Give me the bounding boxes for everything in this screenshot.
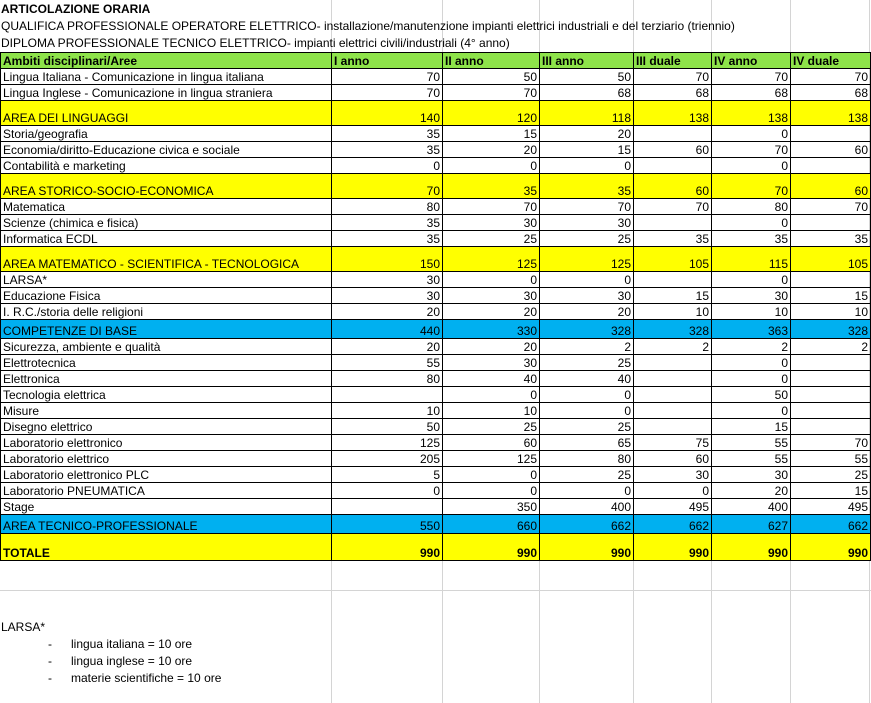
row-label[interactable]: AREA MATEMATICO - SCIENTIFICA - TECNOLOGICA — [1, 247, 332, 272]
hours-cell[interactable]: 50 — [443, 69, 540, 85]
hours-cell[interactable]: 550 — [332, 515, 443, 534]
hours-cell[interactable]: 662 — [634, 515, 712, 534]
hours-cell[interactable]: 400 — [540, 499, 634, 515]
hours-cell[interactable]: 30 — [540, 288, 634, 304]
hours-cell[interactable]: 35 — [332, 215, 443, 231]
hours-cell[interactable]: 55 — [791, 451, 871, 467]
column-header[interactable]: II anno — [443, 53, 540, 69]
hours-cell[interactable]: 30 — [332, 272, 443, 288]
hours-cell[interactable]: 20 — [443, 304, 540, 320]
hours-cell[interactable]: 350 — [443, 499, 540, 515]
hours-cell[interactable] — [332, 499, 443, 515]
hours-cell[interactable]: 440 — [332, 320, 443, 339]
hours-cell[interactable]: 363 — [712, 320, 791, 339]
hours-cell[interactable] — [791, 403, 871, 419]
hours-cell[interactable]: 627 — [712, 515, 791, 534]
table-row — [1, 69, 871, 85]
hours-cell[interactable]: 30 — [443, 215, 540, 231]
hours-cell[interactable]: 205 — [332, 451, 443, 467]
hours-cell[interactable]: 20 — [332, 304, 443, 320]
hours-cell[interactable]: 55 — [332, 355, 443, 371]
legend-item: lingua italiana = 10 ore — [71, 637, 193, 651]
hours-cell[interactable] — [332, 387, 443, 403]
hours-cell[interactable]: 0 — [712, 355, 791, 371]
hours-cell[interactable]: 25 — [443, 231, 540, 247]
hours-cell[interactable]: 30 — [712, 288, 791, 304]
table-row — [1, 231, 871, 247]
legend-item: lingua inglese = 10 ore — [71, 654, 193, 668]
area-total-row — [1, 247, 871, 272]
column-header[interactable]: IV duale — [791, 53, 871, 69]
hours-cell[interactable]: 70 — [712, 142, 791, 158]
hours-cell[interactable]: 328 — [634, 320, 712, 339]
hours-cell[interactable]: 25 — [443, 419, 540, 435]
hours-cell[interactable]: 80 — [332, 371, 443, 387]
hours-cell[interactable]: 70 — [443, 85, 540, 101]
row-label[interactable]: AREA STORICO-SOCIO-ECONOMICA — [1, 174, 332, 199]
hours-cell[interactable] — [634, 272, 712, 288]
hours-cell[interactable]: 0 — [712, 126, 791, 142]
hours-cell[interactable]: 30 — [443, 288, 540, 304]
table-row — [1, 142, 871, 158]
hours-cell[interactable]: 55 — [712, 435, 791, 451]
row-label[interactable]: Sicurezza, ambiente e qualità — [1, 339, 332, 355]
hours-cell[interactable]: 70 — [791, 435, 871, 451]
header-row — [1, 53, 871, 69]
table-row — [1, 355, 871, 371]
hours-cell[interactable]: 328 — [540, 320, 634, 339]
hours-cell[interactable] — [791, 126, 871, 142]
hours-cell[interactable] — [634, 387, 712, 403]
hours-cell[interactable]: 15 — [791, 483, 871, 499]
table-row — [1, 499, 871, 515]
hours-cell[interactable] — [634, 371, 712, 387]
hours-cell[interactable]: 35 — [540, 174, 634, 199]
hours-cell[interactable]: 80 — [332, 199, 443, 215]
hours-cell[interactable]: 662 — [791, 515, 871, 534]
hours-cell[interactable]: 660 — [443, 515, 540, 534]
hours-cell[interactable]: 400 — [712, 499, 791, 515]
row-label[interactable]: Economia/diritto-Educazione civica e sociale — [1, 142, 332, 158]
table-row — [1, 371, 871, 387]
table-row — [1, 419, 871, 435]
hours-cell[interactable]: 0 — [443, 387, 540, 403]
row-label[interactable]: Laboratorio elettrico — [1, 451, 332, 467]
hours-cell[interactable]: 15 — [443, 126, 540, 142]
hours-cell[interactable]: 662 — [540, 515, 634, 534]
hours-cell[interactable]: 120 — [443, 101, 540, 126]
row-label[interactable]: Elettronica — [1, 371, 332, 387]
hours-cell[interactable]: 20 — [443, 142, 540, 158]
hours-cell[interactable] — [634, 419, 712, 435]
hours-cell[interactable]: 0 — [540, 483, 634, 499]
legend-bullet: - — [48, 654, 52, 668]
hours-cell[interactable]: 0 — [712, 371, 791, 387]
hours-cell[interactable]: 0 — [443, 467, 540, 483]
hours-cell[interactable] — [791, 419, 871, 435]
hours-cell[interactable]: 70 — [791, 69, 871, 85]
hours-cell[interactable]: 20 — [712, 483, 791, 499]
hours-cell[interactable]: 2 — [791, 339, 871, 355]
table-row — [1, 467, 871, 483]
total-row — [1, 534, 871, 561]
hours-cell[interactable]: 0 — [332, 483, 443, 499]
hours-cell[interactable]: 118 — [540, 101, 634, 126]
hours-cell[interactable]: 75 — [634, 435, 712, 451]
hours-cell[interactable] — [791, 387, 871, 403]
row-label[interactable]: Disegno elettrico — [1, 419, 332, 435]
hours-cell[interactable]: 115 — [712, 247, 791, 272]
hours-cell[interactable]: 20 — [332, 339, 443, 355]
hours-cell[interactable]: 60 — [634, 174, 712, 199]
hours-cell[interactable]: 70 — [332, 69, 443, 85]
hours-cell[interactable]: 80 — [712, 199, 791, 215]
hours-cell[interactable]: 0 — [712, 272, 791, 288]
hours-cell[interactable]: 15 — [791, 288, 871, 304]
row-label[interactable]: Lingua Inglese - Comunicazione in lingua straniera — [1, 85, 332, 101]
hours-cell[interactable]: 70 — [332, 85, 443, 101]
hours-cell[interactable]: 70 — [634, 69, 712, 85]
hours-cell[interactable]: 60 — [634, 451, 712, 467]
hours-cell[interactable]: 0 — [712, 215, 791, 231]
diploma-line: DIPLOMA PROFESSIONALE TECNICO ELETTRICO- impianti elettrici civili/industriali (4° anno) — [1, 36, 510, 50]
hours-cell[interactable]: 35 — [791, 231, 871, 247]
row-label[interactable]: AREA TECNICO-PROFESSIONALE — [1, 515, 332, 534]
hours-cell[interactable]: 0 — [540, 272, 634, 288]
sheet-title: ARTICOLAZIONE ORARIA — [1, 2, 151, 16]
hours-cell[interactable]: 60 — [634, 142, 712, 158]
hours-cell[interactable]: 30 — [540, 215, 634, 231]
hours-cell[interactable] — [634, 403, 712, 419]
column-header[interactable]: IV anno — [712, 53, 791, 69]
table-row — [1, 435, 871, 451]
hours-cell[interactable]: 2 — [634, 339, 712, 355]
table-row — [1, 387, 871, 403]
hours-cell[interactable]: 25 — [540, 231, 634, 247]
hours-cell[interactable]: 50 — [712, 387, 791, 403]
area-total-row — [1, 320, 871, 339]
area-total-row — [1, 174, 871, 199]
hours-cell[interactable]: 990 — [634, 534, 712, 561]
hours-cell[interactable]: 20 — [540, 304, 634, 320]
hours-cell[interactable]: 70 — [540, 199, 634, 215]
hours-cell[interactable]: 25 — [540, 419, 634, 435]
hours-cell[interactable] — [791, 215, 871, 231]
row-label[interactable]: AREA DEI LINGUAGGI — [1, 101, 332, 126]
column-header[interactable]: III anno — [540, 53, 634, 69]
hours-cell[interactable]: 80 — [540, 451, 634, 467]
hours-cell[interactable]: 0 — [540, 158, 634, 174]
hours-cell[interactable]: 20 — [443, 339, 540, 355]
table-row — [1, 403, 871, 419]
hours-table — [0, 52, 871, 561]
hours-cell[interactable] — [791, 371, 871, 387]
hours-cell[interactable]: 30 — [634, 467, 712, 483]
row-label[interactable]: LARSA* — [1, 272, 332, 288]
hours-cell[interactable]: 10 — [332, 403, 443, 419]
hours-cell[interactable]: 68 — [540, 85, 634, 101]
table-row — [1, 85, 871, 101]
hours-cell[interactable]: 125 — [443, 247, 540, 272]
hours-cell[interactable]: 40 — [443, 371, 540, 387]
hours-cell[interactable]: 25 — [791, 467, 871, 483]
hours-cell[interactable]: 20 — [540, 126, 634, 142]
hours-cell[interactable]: 35 — [332, 231, 443, 247]
hours-cell[interactable]: 138 — [634, 101, 712, 126]
hours-cell[interactable]: 15 — [540, 142, 634, 158]
hours-cell[interactable]: 35 — [332, 142, 443, 158]
hours-cell[interactable]: 50 — [332, 419, 443, 435]
hours-cell[interactable]: 138 — [712, 101, 791, 126]
qualifica-line: QUALIFICA PROFESSIONALE OPERATORE ELETTRICO- installazione/manutenzione impianti elettrici industriali e del terziario (triennio) — [1, 19, 735, 33]
hours-cell[interactable]: 990 — [443, 534, 540, 561]
column-header[interactable]: Ambiti disciplinari/Aree — [1, 53, 332, 69]
hours-cell[interactable]: 2 — [540, 339, 634, 355]
hours-cell[interactable]: 35 — [443, 174, 540, 199]
hours-cell[interactable]: 60 — [791, 142, 871, 158]
hours-cell[interactable]: 0 — [540, 403, 634, 419]
hours-cell[interactable]: 70 — [634, 199, 712, 215]
hours-cell[interactable]: 328 — [791, 320, 871, 339]
column-header[interactable]: I anno — [332, 53, 443, 69]
hours-cell[interactable]: 70 — [443, 199, 540, 215]
row-label[interactable]: Elettrotecnica — [1, 355, 332, 371]
row-label[interactable]: Lingua Italiana - Comunicazione in lingua italiana — [1, 69, 332, 85]
hours-cell[interactable]: 30 — [332, 288, 443, 304]
column-header[interactable]: III duale — [634, 53, 712, 69]
gridline — [0, 590, 871, 591]
hours-cell[interactable]: 30 — [443, 355, 540, 371]
row-label[interactable]: Stage — [1, 499, 332, 515]
table-row — [1, 199, 871, 215]
hours-cell[interactable] — [791, 355, 871, 371]
hours-cell[interactable]: 0 — [332, 158, 443, 174]
hours-cell[interactable]: 0 — [443, 158, 540, 174]
hours-cell[interactable]: 0 — [540, 387, 634, 403]
hours-cell[interactable] — [791, 158, 871, 174]
hours-cell[interactable]: 0 — [443, 272, 540, 288]
area-total-row — [1, 101, 871, 126]
hours-cell[interactable]: 125 — [332, 435, 443, 451]
table-row — [1, 215, 871, 231]
legend-bullet: - — [48, 637, 52, 651]
hours-cell[interactable]: 10 — [443, 403, 540, 419]
hours-cell[interactable]: 2 — [712, 339, 791, 355]
hours-cell[interactable] — [791, 272, 871, 288]
hours-cell[interactable]: 150 — [332, 247, 443, 272]
hours-cell[interactable]: 140 — [332, 101, 443, 126]
row-label[interactable]: Contabilità e marketing — [1, 158, 332, 174]
hours-cell[interactable] — [634, 158, 712, 174]
row-label[interactable]: TOTALE — [1, 534, 332, 561]
table-row — [1, 126, 871, 142]
hours-cell[interactable]: 0 — [712, 403, 791, 419]
legend-bullet: - — [48, 671, 52, 685]
hours-cell[interactable]: 0 — [712, 158, 791, 174]
hours-cell[interactable]: 15 — [634, 288, 712, 304]
hours-cell[interactable]: 0 — [634, 483, 712, 499]
hours-cell[interactable]: 5 — [332, 467, 443, 483]
table-row — [1, 272, 871, 288]
row-label[interactable]: COMPETENZE DI BASE — [1, 320, 332, 339]
row-label[interactable]: Laboratorio elettronico — [1, 435, 332, 451]
row-label[interactable]: Laboratorio PNEUMATICA — [1, 483, 332, 499]
hours-cell[interactable]: 35 — [712, 231, 791, 247]
hours-cell[interactable]: 70 — [712, 69, 791, 85]
hours-cell[interactable]: 70 — [712, 174, 791, 199]
table-row — [1, 158, 871, 174]
hours-cell[interactable]: 495 — [634, 499, 712, 515]
hours-cell[interactable]: 990 — [791, 534, 871, 561]
hours-cell[interactable]: 70 — [791, 199, 871, 215]
hours-cell[interactable]: 68 — [634, 85, 712, 101]
hours-cell[interactable]: 10 — [634, 304, 712, 320]
hours-cell[interactable]: 125 — [540, 247, 634, 272]
row-label[interactable]: Tecnologia elettrica — [1, 387, 332, 403]
hours-cell[interactable]: 50 — [540, 69, 634, 85]
hours-cell[interactable]: 138 — [791, 101, 871, 126]
table-row — [1, 339, 871, 355]
row-label[interactable]: Misure — [1, 403, 332, 419]
legend-item: materie scientifiche = 10 ore — [71, 671, 222, 685]
table-row — [1, 288, 871, 304]
hours-cell[interactable]: 25 — [540, 355, 634, 371]
row-label[interactable]: Matematica — [1, 199, 332, 215]
hours-cell[interactable]: 495 — [791, 499, 871, 515]
hours-cell[interactable]: 990 — [332, 534, 443, 561]
hours-cell[interactable]: 70 — [332, 174, 443, 199]
hours-cell[interactable]: 990 — [540, 534, 634, 561]
hours-cell[interactable]: 0 — [443, 483, 540, 499]
hours-cell[interactable]: 25 — [540, 467, 634, 483]
hours-cell[interactable]: 68 — [791, 85, 871, 101]
hours-cell[interactable]: 105 — [634, 247, 712, 272]
hours-cell[interactable]: 10 — [712, 304, 791, 320]
row-label[interactable]: Scienze (chimica e fisica) — [1, 215, 332, 231]
legend-title: LARSA* — [1, 620, 46, 634]
row-label[interactable]: Educazione Fisica — [1, 288, 332, 304]
row-label[interactable]: Laboratorio elettronico PLC — [1, 467, 332, 483]
hours-cell[interactable]: 330 — [443, 320, 540, 339]
hours-cell[interactable]: 68 — [712, 85, 791, 101]
table-row — [1, 483, 871, 499]
table-row — [1, 304, 871, 320]
hours-cell[interactable]: 15 — [712, 419, 791, 435]
hours-cell[interactable]: 125 — [443, 451, 540, 467]
table-row — [1, 451, 871, 467]
row-label[interactable]: Storia/geografia — [1, 126, 332, 142]
hours-cell[interactable]: 30 — [712, 467, 791, 483]
hours-cell[interactable]: 55 — [712, 451, 791, 467]
hours-cell[interactable] — [634, 215, 712, 231]
hours-cell[interactable] — [634, 126, 712, 142]
hours-cell[interactable] — [634, 355, 712, 371]
hours-cell[interactable]: 990 — [712, 534, 791, 561]
hours-cell[interactable]: 60 — [791, 174, 871, 199]
row-label[interactable]: I. R.C./storia delle religioni — [1, 304, 332, 320]
hours-cell[interactable]: 105 — [791, 247, 871, 272]
hours-cell[interactable]: 65 — [540, 435, 634, 451]
hours-cell[interactable]: 35 — [634, 231, 712, 247]
hours-cell[interactable]: 60 — [443, 435, 540, 451]
hours-cell[interactable]: 35 — [332, 126, 443, 142]
area-total-row — [1, 515, 871, 534]
row-label[interactable]: Informatica ECDL — [1, 231, 332, 247]
hours-cell[interactable]: 10 — [791, 304, 871, 320]
hours-cell[interactable]: 40 — [540, 371, 634, 387]
